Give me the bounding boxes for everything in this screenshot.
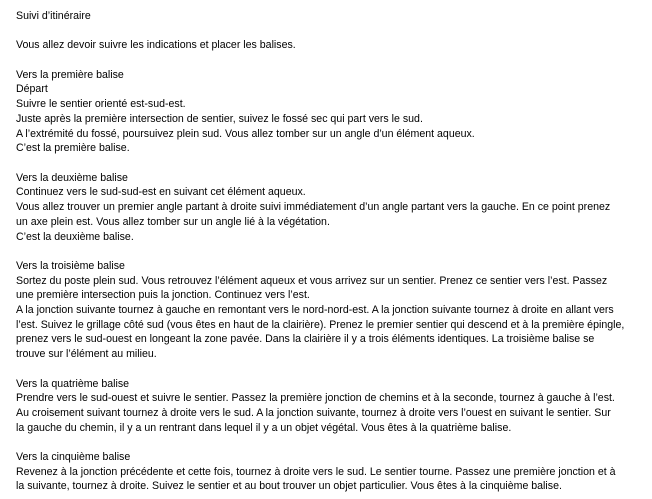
section-line: Vous allez trouver un premier angle partant à droite suivi immédiatement d’un angle partant vers la gauche. En ce point prenez [16, 201, 611, 214]
section-line: C’est la deuxième balise. [16, 230, 134, 243]
blank-line [16, 24, 642, 39]
section-line: A l’extrémité du fossé, poursuivez plein sud. Vous allez tomber sur un angle d’un élément aqueux. [16, 127, 475, 140]
section-heading: Vers la quatrième balise [16, 377, 130, 390]
section-line: la suivante, tournez à droite. Suivez le sentier et au bout trouver un objet particulier. Vous êtes à la cinquième balise. [16, 480, 562, 493]
section-quatrieme-balise [16, 377, 642, 436]
section-line: Prendre vers le sud-ouest et suivre le sentier. Passez la première jonction de chemins et à la seconde, tournez à gauche à l’est. [16, 392, 615, 405]
section-cinquieme-balise [16, 450, 642, 494]
section-line: prenez vers le sud-ouest en longeant la zone pavée. Dans la clairière il y a trois éléments identiques. La troisième balise se [16, 333, 595, 346]
section-deuxieme-balise [16, 171, 642, 245]
document-title: Suivi d’itinéraire [16, 10, 91, 22]
section-line: Sortez du poste plein sud. Vous retrouvez l’élément aqueux et vous arrivez sur un sentier. Prenez ce sentier vers l’est. Passez [16, 274, 608, 287]
blank-line [16, 362, 642, 377]
section-heading: Vers la cinquième balise [16, 451, 131, 463]
section-line: trouve sur l’élément au milieu. [16, 348, 157, 361]
intro-paragraph: Vous allez devoir suivre les indications et placer les balises. [16, 39, 296, 52]
section-line: un axe plein est. Vous allez tomber sur un angle lié à la végétation. [16, 215, 330, 228]
section-line: la gauche du chemin, il y a un rentrant dans lequel il y a un objet végétal. Vous êtes à la quatrième balise. [16, 421, 512, 434]
section-line: Continuez vers le sud-sud-est en suivant cet élément aqueux. [16, 186, 306, 199]
section-line: Suivre le sentier orienté est-sud-est. [16, 98, 186, 111]
section-line: Juste après la première intersection de sentier, suivez le fossé sec qui part vers le sud. [16, 112, 423, 125]
blank-line [16, 53, 642, 68]
section-heading: Vers la première balise [16, 68, 124, 81]
section-premiere-balise [16, 68, 642, 156]
section-troisieme-balise [16, 259, 642, 362]
document-body [16, 9, 642, 494]
blank-line [16, 156, 642, 171]
section-line: Au croisement suivant tournez à droite vers le sud. A la jonction suivante, tournez à droite vers l’ouest en suivant le sentier. Sur [16, 406, 611, 419]
blank-line [16, 244, 642, 259]
section-line: C’est la première balise. [16, 142, 130, 155]
section-line: une première intersection puis la jonction. Continuez vers l’est. [16, 289, 310, 302]
blank-line [16, 435, 642, 450]
section-line: l’est. Suivez le grillage côté sud (vous êtes en haut de la clairière). Prenez le premier sentier qui descend et à la première épingle, [16, 318, 625, 331]
section-line: A la jonction suivante tournez à gauche en remontant vers le nord-nord-est. A la jonction suivante tournez à droite en allant vers [16, 304, 614, 316]
section-line: Revenez à la jonction précédente et cette fois, tournez à droite vers le sud. Le sentier tourne. Passez une première jonction et à [16, 465, 616, 478]
section-heading: Vers la troisième balise [16, 259, 125, 272]
section-line: Départ [16, 83, 48, 96]
section-heading: Vers la deuxième balise [16, 171, 128, 184]
